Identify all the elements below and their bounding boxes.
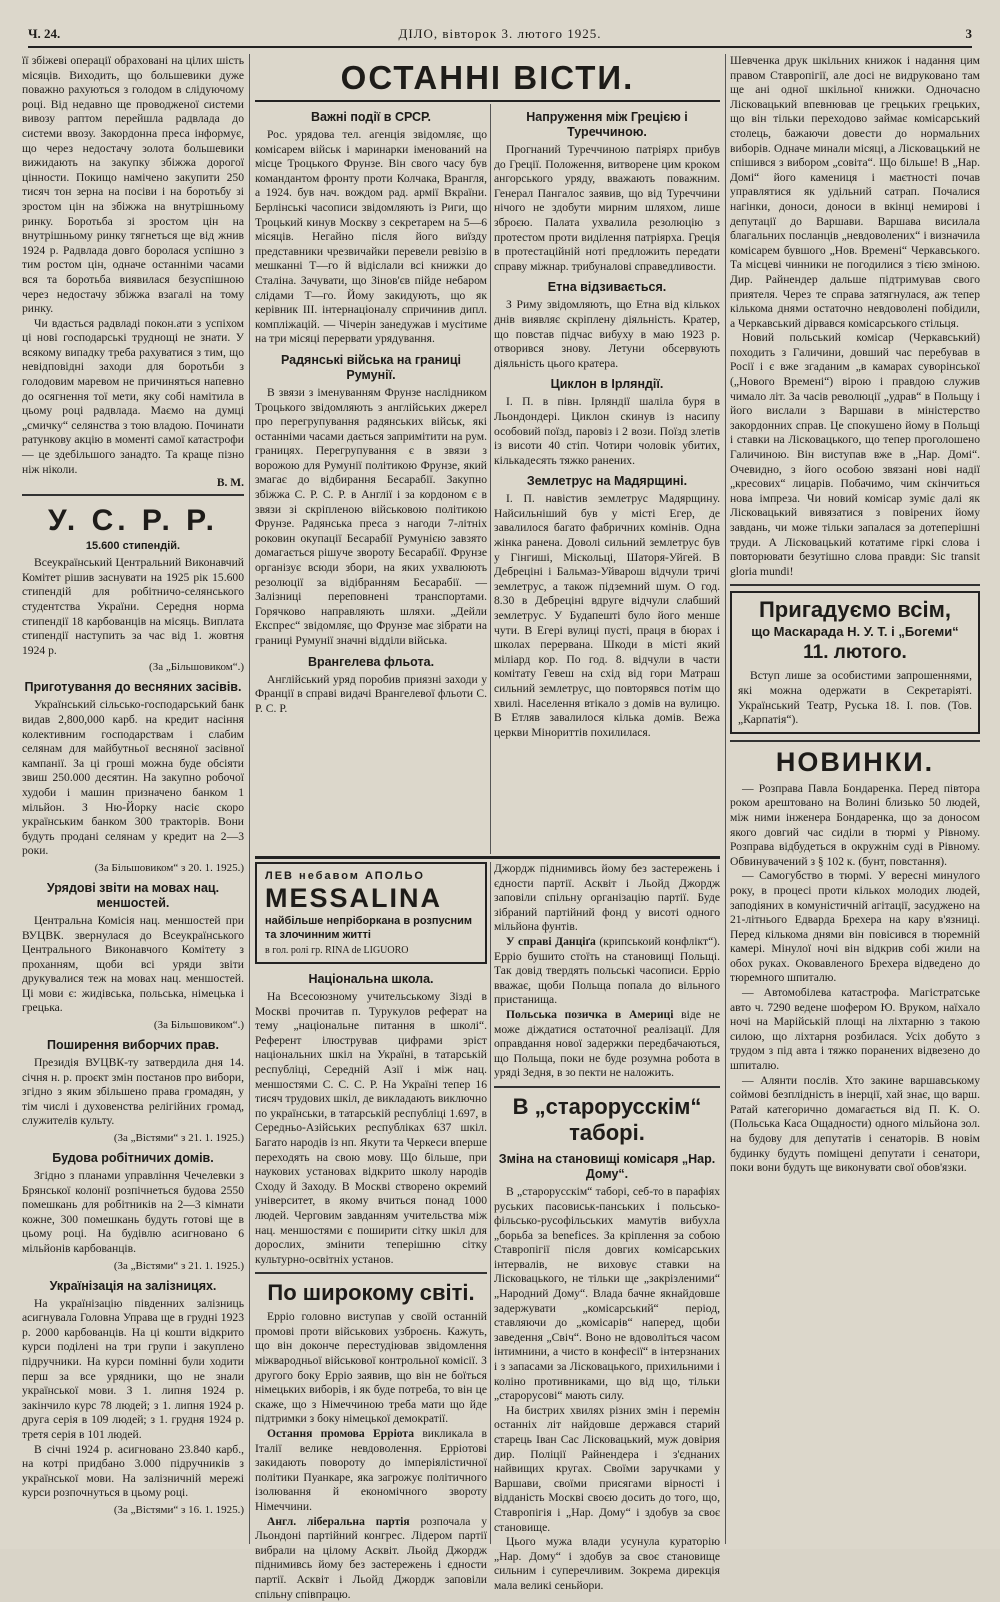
column-3: [494, 104, 720, 854]
article-heading: Етна відзивається.: [547, 280, 667, 295]
source-note: (За „Вістями“ з 21. 1. 1925.): [113, 1259, 244, 1272]
column-divider: [490, 862, 491, 1544]
article-heading: Землетрус на Мадярщині.: [526, 474, 688, 489]
article-paragraph: [494, 935, 720, 1008]
source-note: (За „Вістями“ з 21. 1. 1925.): [113, 1132, 244, 1145]
section-rule: [255, 1272, 487, 1274]
ad-tagline: найбільше непріборкана в розпусним та злочинним житті: [265, 915, 473, 941]
article-heading: Поширення виборчих прав.: [47, 1038, 219, 1053]
page-label: Ч. 24.: [28, 26, 61, 41]
article-heading: Приготування до весняних засівів.: [24, 680, 242, 695]
lead-in: Англ. ліберальна партія: [267, 1514, 410, 1528]
signature: В. М.: [216, 477, 244, 490]
article-paragraph: Український сільсько-господарський банк видав 2,800,000 карб. на кредит насіння колективним господарствам і слабим селянам для майбутньої весняної засівної кампанії. За ці гроші можна буде обсіяти звиш 250.000 десятин. На закупно робочої худоби і машин призначено банком 1 мільйон. З Ню-Йорку насіє скоро українським банком 300 тракторів. Вони будуть продані селянам у кредит на 2—3 роки.: [22, 698, 244, 858]
article-paragraph: На Всесоюзному учительському Зізді в Москві прочитав п. Турукулов реферат на тему „національне питання в школі“. Референт ілюстрував цифрами зріст національних шкіл на Україні, в татарській республіці, Середній Азії і між нац. меншостями С. С. С. Р. На Україні тепер 16 тисяч трудових шкіл, де викладають виключно по українськи, в татарській республіці 1.697, в Середньо-Азійських республіках 637 шкіл. Багато народів із нп. Якути та Черкеси вперше переходять на свою мову. Що більше, при наукових установах відкрито школу народів Сходу й Заходу. В Москві створено окремий університет, в якому вчиться понад 1000 людей. Черговим завданням учительства між нац. меншостями є поширити сітку шкіл для дорослих, змінити теперішню сітку культурно-освітніх установ.: [255, 990, 487, 1266]
banner-rule: [255, 100, 720, 102]
article-paragraph: Згідно з планами управління Чечелевки з Брянської колонії розпічнеться будова 2550 помешкань для робітників на 2—3 кімнати кожне, 300 помешкань будуть готові ще в цьому році. На будівлю асигновано 6 мільйонів карбованців.: [22, 1169, 244, 1255]
announcement-date: 11. лютого.: [803, 642, 907, 664]
section-rule: [730, 740, 980, 742]
subheading: 15.600 стипендій.: [85, 540, 181, 553]
lead-in: Остання промова Ерріота: [267, 1427, 415, 1441]
ad-cast: в гол. ролі гр. RINA de LIGUORO: [265, 945, 409, 956]
article-heading: Радянські війська на границі Румунії.: [280, 352, 462, 382]
article-heading: Будова робітничих домів.: [52, 1151, 214, 1166]
article-paragraph: Цього мужа влади усунула кураторію „Нар. Дому“ і здобув за своє становище сильним і суперечливим. Зокрема дирекція мала великі сеньйори.: [494, 1535, 720, 1592]
page-number: 3: [965, 26, 972, 41]
announcement-text: Вступ лише за особистими запрошеннями, які можна одержати в Секретаріяті. Український Театр, Руська 18. І. пов. (Тов. „Карпатія“).: [738, 669, 972, 727]
section-heading-usrr: У. С. Р. Р.: [48, 504, 218, 538]
article-paragraph: І. П. в півн. Ірляндії шаліла буря в Льондондері. Циклон скинув із насипу особовий поїзд, паровіз і 2 вози. Поїзд злетів із висоти 40 стіп. Чотири чоловік убитих, кількадесять тяжко ранених.: [494, 395, 720, 467]
article-paragraph: Шевченка друк шкільних книжок і надання цим правом Ставропігії, але досі не видруковано там ще ані одної шкільної книжки. Одночасно Лісковацький впевнював це грецьких грецьких, що він тільки переходово займає комісарський столець, бажаючи довести до нормальних виборів. Одначе минали місяці, а Лісковацький не спішився з вибором „совіта“. Що більше! В „Нар. Домі“ його камениця і маєтності почав управлятися як удільний сатрап. Почалися нагінки, доноси, доноси в вкінці немирові і депутації до Варшави. Варшава висилала благальних посланців „невдоволених“ і визначила комісарем бувшого „Нов. Времені“ Черкавського. Та місцеві чинники не погодилися з тією зміною. Дир. Райнендер дальше підтримував свого приятеля. Через те справа затягнулася, аж тепер кількома днями остаточно невдоволені побідили, а Черкавський дірвався комісарського стільця.: [730, 54, 980, 330]
article-paragraph: Всеукраїнський Центральний Виконавчий Комітет рішив заснувати на 1925 рік 15.600 стипендій для робітничо-селянського студентства України. Середня норма стипендії 18 карбованців на місяць. Виплата стипендії наступить за час від 1. жовтня 1924 р.: [22, 556, 244, 657]
article-paragraph: На українізацію південних залізниць асигнувала Головна Управа ще в грудні 1923 р. 2000 карбованців. На ці кошти відкрито курси поділені на три групи і закуплено підручники. На курси помінні були ходити перш за все урядники, що не знали української мови. З 1. липня 1924 р. закінчило курс 78 людей; з 1. липня 1924 р. друга серія в 109 людей; з 1. грудня 1924 р. третя серія в 101 людей.: [22, 1296, 244, 1441]
paragraph-text: розпочала у Льондоні партійний конгрес. Лідером партії вибрали на цілому Асквіт. Льойд Джордж піднимивсь йому без застережень і єдности партії. Асквіт і Льойд Джордж заповіли спільну співпрацю.: [255, 1514, 487, 1601]
article-paragraph: [494, 1008, 720, 1081]
section-rule: [22, 494, 244, 496]
column-3-lower: [494, 862, 720, 1592]
article-paragraph: Прогнаний Турeччиною патріярх прибув до Греції. Положення, витворене цим кроком ангорського уряду, вважають поважним. Генерал Пангалос заявив, що від Туреччини нічого не здобути мирним шляхом, лише зброєю. Палата ухвалила резолюцію з протестом проти виділення патріярха. Греція в протестаційній ноті предложить передати справу міжнар. трибуналові справедливости.: [494, 143, 720, 273]
cinema-advertisement: [255, 862, 487, 964]
lead-in: У справі Данціґа: [506, 934, 596, 948]
article-subheading: Зміна на становищі комісаря „Нар. Дому“.: [498, 1151, 716, 1181]
section-heading-old-russian-camp: В „старорусскім“ таборі.: [512, 1093, 702, 1145]
ad-cinema-names: ЛЕВ небавом АПОЛЬО: [265, 870, 425, 882]
column-4: [730, 54, 980, 1544]
news-item: — Алянти послів. Хто закине варшавському соймові безплідність в інерції, хай знає, що варш. Ратай категорично домагається від П. К. О. (Польська Каса Ощадности) одного мільйона зол. на будову для депутатів і сенаторів. В новім будинку будуть поміщені депутати і сенатори, поки вони будуть ще виконувати свої обов'язки.: [730, 1073, 980, 1175]
article-heading: Важні події в СРСР.: [311, 110, 431, 124]
source-note: (За „Вістями“ з 16. 1. 1925.): [113, 1503, 244, 1516]
article-paragraph: Ерріо головно виступав у своїй останній промові проти військових узброєнь. Кажуть, що він доконче перестудіював звідомлення міжвародньої військової контрольної комісії. З другого боку Ерріо заявив, що він не боїться німецьких виборів, і як буде потреба, то він це скаже, що з Німеччиною треба мати що йде підтримки з боку німецької демократії.: [255, 1310, 487, 1426]
column-divider: [490, 104, 491, 854]
article-heading: Урядові звіти на мовах нац. меншостей.: [46, 880, 220, 910]
column-2: [255, 104, 487, 854]
article-paragraph: Англійський уряд поробив приязні заходи у Франції в справі видачі Врангелевої фльоти С. Р. С. Р.: [255, 672, 487, 715]
column-2-lower: [255, 862, 487, 1601]
announcement-box: [730, 591, 980, 733]
section-heading-news: НОВИНКИ.: [775, 746, 935, 777]
source-note: (За Більшовиком“ з 20. 1. 1925.): [94, 861, 244, 874]
article-heading: Українізація на залізницях.: [49, 1278, 217, 1293]
article-paragraph: На бистрих хвилях різних змін і перемін останніх літ найдовше держався старий старець Іван Сас Лісковацький, муж довірия дир. Поліції Райнендера і з'єднаних найвищих кругах. Своїми заручками у Варшави, своїми присягами вірності і відданість Москві своєю досить до того, що, Ставропігія і „Нар. Дому“ і здобув за своє становище.: [494, 1403, 720, 1534]
article-paragraph: її збіжеві операції обраховані на цілих шість місяців. Виходить, що большевики дуже поважно рахуються з голодом в слідуючому році. Від недавно ще проводженої системи вивозу раптом перейшла радвлада до системи ввозу. Закордонна преса інформує, що через недостачу золота большевики вижидають на закупку збіжжа дорогої цінности. Покищо намічено закупити 250 тисяч тон зерна на посіви і на боротьбу зі зростом цін на збіжжа на внутрішньому ринку. Боротьба зі зростом цін на внутрішньому ринку тягнеться ще від жнив 1924 р. Радвлада довго боролася успішно з тим ростом цін, одначе останніми часами вся та боротьба виявилася безуспішною через недостачу збіжжа взагалі на тому ринку.: [22, 54, 244, 316]
ad-film-title: MESSALINA: [265, 883, 443, 913]
lead-in: Польська позичка в Америці: [506, 1007, 674, 1021]
masthead-rule: [28, 46, 972, 48]
article-paragraph: В „старорусскім“ таборі, себ-то в парафіях руських пасовиськ-панських і польсько-фільсько-русофільських мамутів вибухла „борьба за benefices. За кріплення за собою Ставропігії після довгих комісарських інтервалів, не виховує ставки на Лісковацького, не тільки ще „закрізленими“ „Народний Дому“. Влада бачне якнайдовше задержувати „комісарський“ період, ставляючи до „комісарів“ наперед, щоби заведення „Свіч“. Воно не вдоволіться часом інтимнини, а чисто в конфесії“ в інтерзнаних і з запасами за Лісковацького, прихильними і коліно противниками, що від що, тільки „старорусові“ мають силу.: [494, 1184, 720, 1403]
article-paragraph: Новий польський комісар (Черкавський) походить з Галичини, довший час перебував в Росії і є вже згаданим „в камарах суворінської („Нового Времені“) вірою і правдою служив чимало літ. За часів революції „удрав“ в Польщу і його вислали з Варшави в міністерство закордонних справ. Це спокушено йому в Польщі і ставки на Лісковацького, що тепер проголошено Галичиною. Він виступав вже в „Нар. Домі“. Очевидно, з його особою звязані нові надії „кресових“ лицарів. Побачимо, чим скінчиться нова імпреза. Чи новий комісар зуміє далі як Лісковацький вивязатися з повірених йому завдань, чи може тільки запалася за дотеперішні труди. А Лісковацький котатиме гіркі слова і повторювати безутішно слова правди: Sic transit gloria mundi!: [730, 331, 980, 578]
masthead-title: ДІЛО, вівторок 3. лютого 1925.: [398, 26, 602, 41]
section-rule: [730, 584, 980, 586]
paragraph-text: (крипськоий конфлікт“). Ерріо бушито стоїть на становищі Польщі. Так довід твердять польські часописи. Ерріо вважає, щоби Польща попала до вільного пристанища.: [494, 934, 720, 1007]
news-item: — Самогубство в тюрмі. У вересні минулого року, в процесі проти кількох молодих людей, заподіяних в комуністичній агітації, засуджено на 21-літнього Едварда Брехера на кару в'язниці. Перед кількома днями він повісився в тюремній камері. Мінулої ночі він відкрив собі жили на обох руках. Оковавленого Брехера відведено до тюремного шпиталю.: [730, 869, 980, 985]
news-item: — Автомобілева катастрофа. Магістратське авто ч. 7290 ведене шофером Ю. Вруком, наїхало ночі на Марійській площі на ліхтарню з такою силою, що ліхтарня розбилася. Усіх добуто з трудом з під авта і тяжко поранених відвезено до шпиталю.: [730, 986, 980, 1073]
column-1: [22, 54, 244, 1544]
source-note: (За Більшовиком“.): [153, 1019, 244, 1032]
paragraph-text: віде не може діждатися остаточної реалізації. Для оправдання нової задержки передбачаються, що Польща, поки не буде розумна робота в уряді Зедня, в зо пекти не наложить.: [494, 1007, 720, 1080]
article-paragraph: З Риму звідомляють, що Етна від кількох днів виявляє скріплену діяльність. Кратер, що повстав підчас вибуху в маю 1923 р. отворився знову. Летуни обсервують діяльність цього кратера.: [494, 298, 720, 370]
section-rule: [494, 1086, 720, 1088]
article-heading: Національна школа.: [308, 972, 434, 986]
column-divider: [725, 54, 726, 1544]
article-paragraph: Рос. урядова тел. агенція звідомляє, що комісарем військ і маринарки іменований на місце Троцького Фрунзе. Він свого часу був командантом фронту проти Колчака, Врангля, а 1924. був нач. вождом рад. армії Вкраїни. Берлінські часописи звідомляють із Риги, що Троцький кинув Москву з секретарем на 5—6 місяців. Негайно після його виїзду представники чрезвичайки перевели ревізію в мешканні Т—го й відіслали всі книжки до Сталіна. Зачувати, що Зінов'єв пійде небаром слідами Т—го. Йому закидують, що як керівник III. інтернаціоналу спричинив дипл. компліжацій. — Чічерін занедужав і мусітиме на три місяці перервати урядування.: [255, 128, 487, 346]
section-rule: [255, 856, 720, 859]
article-paragraph: Центральна Комісія нац. меншостей при ВУЦВК. звернулася до Всеукраїнського Центрального Виконавчого Комітету з проханням, щоби всі уряди звіти друкувалися теж на мовах нац. меншостей. Ці мови є: жидівська, польська, німецька і грецька.: [22, 913, 244, 1015]
news-item: — Розправа Павла Бондаренка. Перед півтора роком арештовано на Волині близько 50 людей, між ними інженера Бондаренка, що за доносом якого довгий час сиділи в тюрмі у Рівному. Розправа відбудеться в окружнім суді в Рівному. Обвинувачений з § 102 к. (бунт, повстання).: [730, 781, 980, 868]
article-paragraph: Президія ВУЦВК-ту затвердила дня 14. січня н. р. проєкт змін постанов про вибори, згідно з яким збільшено права громадян, у тім числі і духовенства релігійних громад, служителів культу.: [22, 1056, 244, 1128]
article-paragraph: [255, 1515, 487, 1602]
paragraph-text: викликала в Італії велике невдоволення. Ерріотові закидають повороту до імперіялістичної політики Пуанкаре, яка загрожує політичного ізолювання й економічного звороту Німеччини.: [255, 1427, 487, 1513]
masthead: [28, 26, 972, 44]
section-banner-latest-news: ОСТАННІ ВІСТИ.: [340, 59, 635, 96]
source-note: (За „Більшовиком“.): [149, 661, 244, 674]
article-paragraph: В звязи з іменуванням Фрунзе наслідником Троцького звідомляють з англійських джерел про перегрупування радянських військ, які останніми часами дається запримітити на рум. границях. Перегрупування є в звязи з ворожою для Румунії політикою Фрунзе, який змагає до відбирання Бесарабії. Закупно збіжжа С. Р. С. Р. в Англії і за кордоном є в звязи зі скріпленою військовою політикою Фрунзе. Радянська преса з нагоди 7-літніх роковин окупації Бесарабії Румунією завзято домагається рішуче звороту Бесарабії. Фрунзе органiзує всюди збори, на яких ухвалюють резолюції за відібранням Бесарабії. — Залізниці переповнені транспортами. Горячково направляють шляхи. „Дейли Експрес“ звідомляє, що Фрунзе має зібрати на границі Румунії значні відділи війська.: [255, 385, 487, 647]
article-paragraph: Джордж піднимивсь йому без застережень і єдности партії. Асквіт і Льойд Джордж заповіли спільну організацію партії. Буде зібраний партійний фонд у висоті одного мільйона фунтів.: [494, 862, 720, 934]
article-heading: Врангелева фльота.: [307, 654, 435, 669]
article-heading: Циклон в Ірляндії.: [550, 377, 664, 392]
section-heading-world: По широкому світі.: [267, 1280, 475, 1306]
article-paragraph: [255, 1427, 487, 1515]
article-paragraph: І. П. навістив землетрус Мадярщину. Найсильніший був у місті Егер, де завалилося багато фабричних комінів. Одна жінка ранена. Доволі сильний землетрус був у Гінгиші, Міскольці, Шаторя-Уйгей. В Дебреціні і Бальмаз-Уйварош відчули тричі землетрус, а також підземний шум. О год. 8.30 в Дебреціні вдруге відчули слабший землетрус. У Будапешті було його менше чути. В Егері вулиці пусті, праця в бюрах і школах перервана. Шкоди в місті який міліард кор. По год. 8. відчули в части комітату Гевеш на схід від гори Матраш сильний землетрус, що повторявся потім що хвилі. Населення втікало з домів на вулицю. В Етляв завалилося кілька домів. Вежа церкви Мінориттів похилилася.: [494, 492, 720, 739]
article-paragraph: В січні 1924 р. асигновано 23.840 карб., на котрі придбано 3.000 підручників з української мови. На залізничній мережі курси розпочнуться в цьому році.: [22, 1442, 244, 1500]
article-paragraph: Чи вдасться радвладі покон.ати з успіхом ці нові господарські труднощі не знати. У всякому випадку треба рахуватися з тим, що невідповідні заходи для боротьби з голодовим маревом не причиняться напевно до осягнення тої мети, яку собі намітила в цьому році радвлада. Маємо на думці „смичку“ селянства з тою владою. Починати ратункову акцію в моменті самої катастрофи — це здебільшого занадто. Та краще пізно ніж ніколи.: [22, 316, 244, 476]
announcement-event: що Маскарада Н. У. Т. і „Богеми“: [751, 624, 959, 640]
announcement-heading: Пригадуємо всім,: [758, 597, 952, 623]
column-divider: [249, 54, 250, 1544]
article-heading: Напруження між Грецією і Туреччиною.: [526, 110, 688, 139]
